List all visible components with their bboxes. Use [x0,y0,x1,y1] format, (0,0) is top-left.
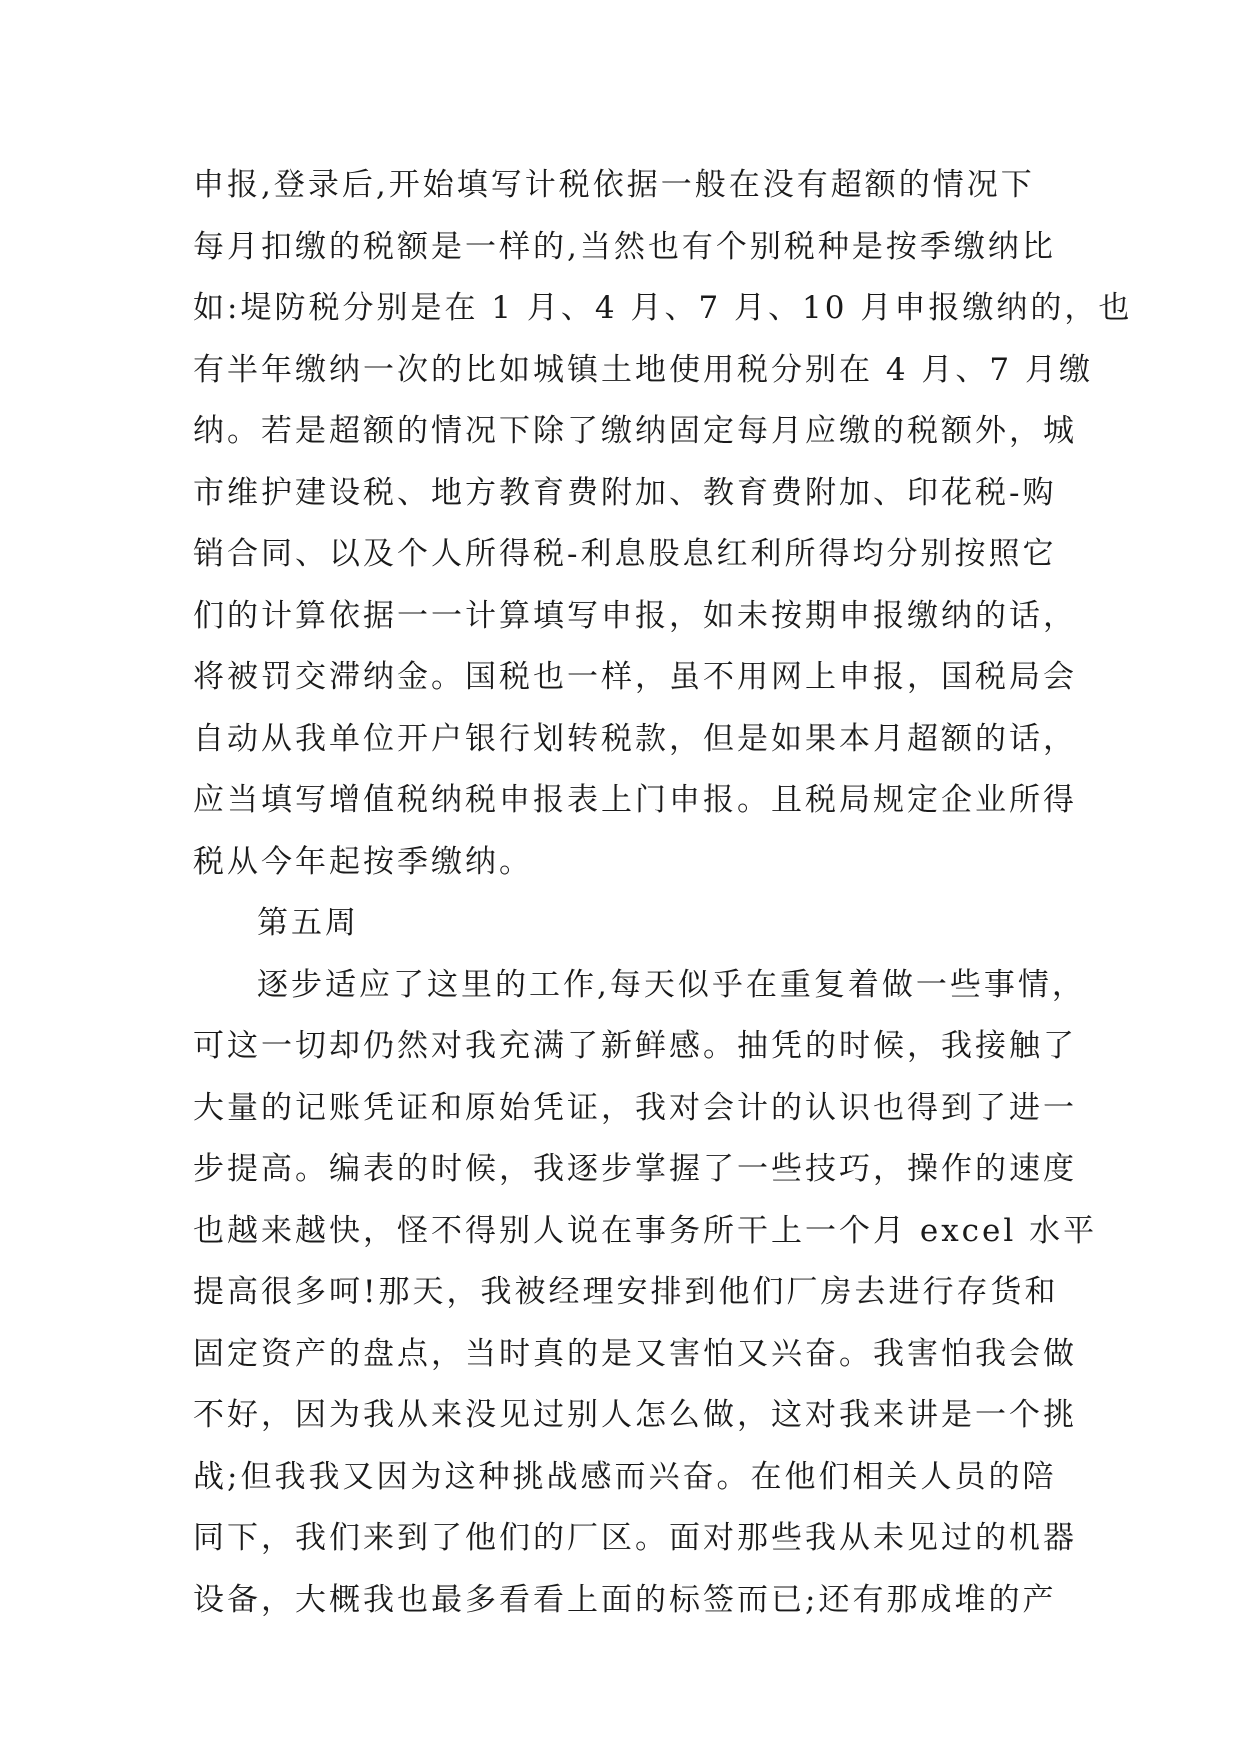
text-line: 可这一切却仍然对我充满了新鲜感。抽凭的时候，我接触了 [193,1028,1077,1064]
text-line: 提高很多呵!那天，我被经理安排到他们厂房去进行存货和 [193,1274,1059,1310]
body-text [193,155,1133,1631]
text-line: 纳。若是超额的情况下除了缴纳固定每月应缴的税额外，城 [193,413,1077,449]
text-line: 同下，我们来到了他们的厂区。面对那些我从未见过的机器 [193,1520,1077,1556]
text-line: 战;但我我又因为这种挑战感而兴奋。在他们相关人员的陪 [193,1458,1057,1495]
text-line: 申报,登录后,开始填写计税依据一般在没有超额的情况下 [193,167,1035,203]
text-line: 也越来越快，怪不得别人说在事务所干上一个月 excel 水平 [193,1212,1098,1249]
text-line: 有半年缴纳一次的比如城镇土地使用税分别在 4 月、7 月缴 [193,351,1094,388]
text-line: 销合同、以及个人所得税-利息股息红利所得均分别按照它 [193,536,1057,572]
text-line: 不好，因为我从来没见过别人怎么做，这对我来讲是一个挑 [193,1397,1077,1433]
text-line: 们的计算依据一一计算填写申报，如未按期申报缴纳的话， [193,597,1077,634]
text-line: 设备，大概我也最多看看上面的标签而已;还有那成堆的产 [193,1581,1057,1618]
text-line: 自动从我单位开户银行划转税款，但是如果本月超额的话， [193,720,1077,757]
section-heading: 第五周 [257,905,359,941]
text-line: 市维护建设税、地方教育费附加、教育费附加、印花税-购 [193,474,1057,511]
paragraph-first-line: 逐步适应了这里的工作,每天似乎在重复着做一些事情， [257,966,1086,1003]
text-line: 税从今年起按季缴纳。 [193,843,533,880]
text-line: 固定资产的盘点，当时真的是又害怕又兴奋。我害怕我会做 [193,1335,1077,1372]
text-line: 大量的记账凭证和原始凭证，我对会计的认识也得到了进一 [193,1089,1077,1126]
text-line: 步提高。编表的时候，我逐步掌握了一些技巧，操作的速度 [193,1151,1077,1187]
text-line: 如:堤防税分别是在 1 月、4 月、7 月、10 月申报缴纳的，也 [193,290,1133,326]
text-line: 应当填写增值税纳税申报表上门申报。且税局规定企业所得 [193,782,1077,818]
text-line: 将被罚交滞纳金。国税也一样，虽不用网上申报，国税局会 [193,659,1077,695]
text-line: 每月扣缴的税额是一样的,当然也有个别税种是按季缴纳比 [193,228,1056,265]
